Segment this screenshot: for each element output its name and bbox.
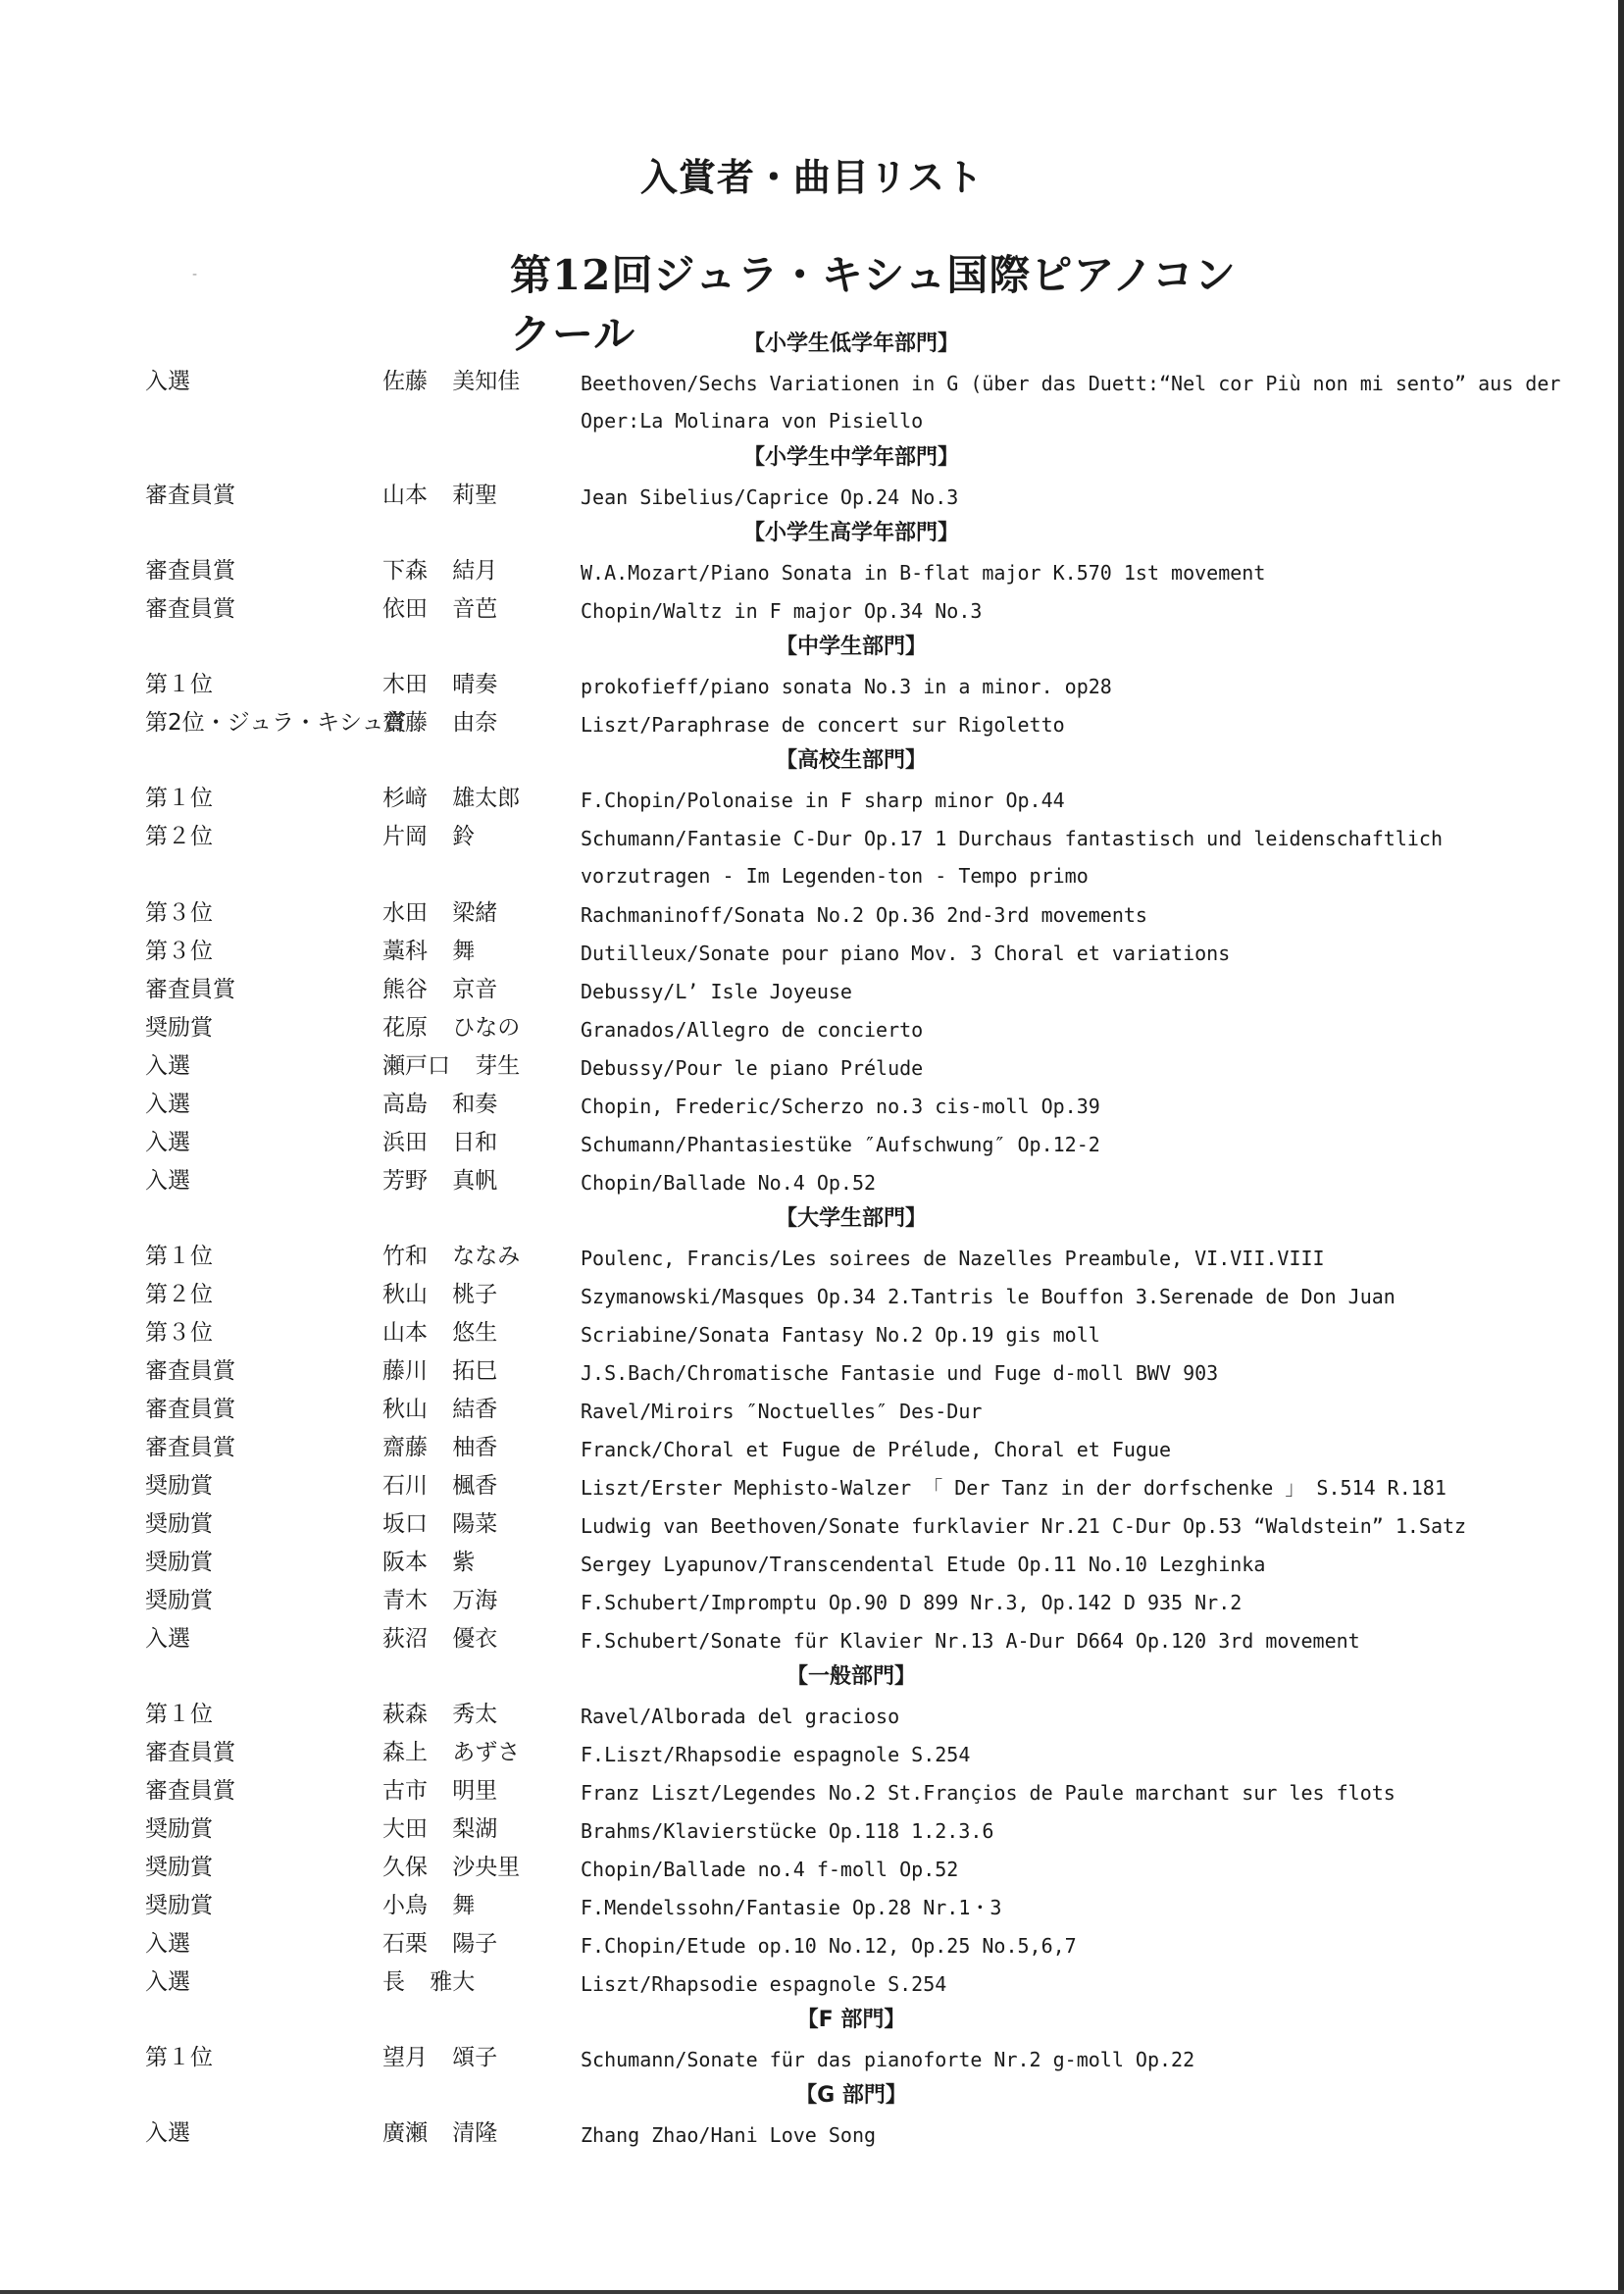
- award-rank: 入選: [145, 1931, 190, 1957]
- piece-title: prokofieff/piano sonata No.3 in a minor. op28: [581, 675, 1112, 698]
- scan-edge-bottom: [0, 2290, 1624, 2294]
- piece-title: Chopin/Waltz in F major Op.34 No.3: [581, 599, 983, 623]
- piece-title: Poulenc, Francis/Les soirees de Nazelles Preambule, VI.VII.VIII: [581, 1247, 1325, 1270]
- entry-row: [0, 1047, 1624, 1086]
- performer-name: 山本 莉聖: [382, 483, 498, 508]
- performer-name: 下森 結月: [382, 558, 498, 584]
- entry-row: [0, 1124, 1624, 1162]
- entry-row: [0, 1849, 1624, 1887]
- piece-title: F.Liszt/Rhapsodie espagnole S.254: [581, 1743, 971, 1766]
- section-heading: 【小学生高学年部門】: [742, 521, 959, 545]
- piece-title: Ludwig van Beethoven/Sonate furklavier Nr.21 C-Dur Op.53 “Waldstein” 1.Satz: [581, 1514, 1467, 1538]
- piece-title: F.Chopin/Polonaise in F sharp minor Op.44: [581, 789, 1065, 812]
- entry-row: [0, 1009, 1624, 1047]
- performer-name: 望月 頌子: [382, 2045, 498, 2070]
- award-rank: 入選: [145, 369, 190, 394]
- award-rank: 入選: [145, 1626, 190, 1652]
- performer-name: 竹和 ななみ: [382, 1244, 521, 1269]
- performer-name: 坂口 陽菜: [382, 1511, 498, 1537]
- performer-name: 青木 万海: [382, 1588, 498, 1613]
- award-rank: 第１位: [145, 672, 213, 697]
- piece-title: Franck/Choral et Fugue de Prélude, Choral et Fugue: [581, 1438, 1172, 1461]
- piece-title: Debussy/L’ Isle Joyeuse: [581, 980, 852, 1003]
- piece-title: Schumann/Sonate für das pianoforte Nr.2 g-moll Op.22: [581, 2048, 1195, 2071]
- entry-row: [0, 704, 1624, 742]
- piece-title: Sergey Lyapunov/Transcendental Etude Op.11 No.10 Lezghinka: [581, 1553, 1266, 1576]
- performer-name: 阪本 紫: [382, 1550, 476, 1575]
- entry-row: [0, 1925, 1624, 1963]
- performer-name: 久保 沙央里: [382, 1855, 521, 1880]
- entry-row: [0, 1429, 1624, 1467]
- award-rank: 入選: [145, 1130, 190, 1155]
- entry-row: [0, 933, 1624, 971]
- performer-name: 萩森 秀太: [382, 1702, 498, 1727]
- piece-title: F.Schubert/Impromptu Op.90 D 899 Nr.3, Op.142 D 935 Nr.2: [581, 1591, 1243, 1614]
- entry-row: [0, 1772, 1624, 1810]
- entry-row: [0, 1620, 1624, 1658]
- entry-row: [0, 1963, 1624, 2002]
- award-rank: 審査員賞: [145, 596, 235, 622]
- piece-title: F.Mendelssohn/Fantasie Op.28 Nr.1・3: [581, 1896, 1002, 1919]
- performer-name: 佐藤 美知佳: [382, 369, 521, 394]
- performer-name: 木田 晴奏: [382, 672, 498, 697]
- entry-row: [0, 1810, 1624, 1849]
- section-heading: 【F 部門】: [796, 2008, 906, 2032]
- performer-name: 石栗 陽子: [382, 1931, 498, 1957]
- entry-row: [0, 590, 1624, 629]
- piece-title: Chopin/Ballade No.4 Op.52: [581, 1171, 877, 1195]
- entry-row: [0, 2115, 1624, 2153]
- entry-row: [0, 1696, 1624, 1734]
- performer-name: 浜田 日和: [382, 1130, 498, 1155]
- performer-name: 片岡 鈴: [382, 824, 476, 849]
- section-heading: 【G 部門】: [795, 2083, 907, 2108]
- piece-title: Liszt/Erster Mephisto-Walzer 「 Der Tanz in der dorfschenke 」 S.514 R.181: [581, 1476, 1446, 1500]
- performer-name: 古市 明里: [382, 1778, 498, 1804]
- award-rank: 第２位: [145, 1282, 213, 1307]
- scan-speck: -: [192, 267, 198, 282]
- entry-row: [0, 818, 1624, 894]
- award-rank: 奨励賞: [145, 1855, 213, 1880]
- performer-name: 石川 楓香: [382, 1473, 498, 1499]
- winners-list: [0, 326, 1624, 2153]
- entry-row: [0, 1314, 1624, 1352]
- award-rank: 審査員賞: [145, 1397, 235, 1422]
- award-rank: 奨励賞: [145, 1511, 213, 1537]
- piece-title: Schumann/Phantasiestüke ″Aufschwung″ Op.12-2: [581, 1133, 1100, 1156]
- section-heading: 【高校生部門】: [775, 748, 927, 773]
- performer-name: 高島 和奏: [382, 1092, 498, 1117]
- entry-row: [0, 1544, 1624, 1582]
- entry-row: [0, 1582, 1624, 1620]
- piece-title: W.A.Mozart/Piano Sonata in B-flat major K.570 1st movement: [581, 561, 1266, 585]
- performer-name: 花原 ひなの: [382, 1015, 521, 1041]
- award-rank: 審査員賞: [145, 1358, 235, 1384]
- performer-name: 秋山 桃子: [382, 1282, 498, 1307]
- section-heading: 【小学生低学年部門】: [742, 331, 959, 356]
- award-rank: 第３位: [145, 900, 213, 926]
- piece-title: Granados/Allegro de concierto: [581, 1018, 924, 1042]
- award-rank: 審査員賞: [145, 483, 235, 508]
- entry-row: [0, 363, 1624, 439]
- performer-name: 秋山 結香: [382, 1397, 498, 1422]
- performer-name: 水田 梁緒: [382, 900, 498, 926]
- performer-name: 藁科 舞: [382, 939, 476, 964]
- award-rank: 奨励賞: [145, 1816, 213, 1842]
- entry-row: [0, 2039, 1624, 2077]
- section-heading: 【一般部門】: [786, 1664, 916, 1689]
- award-rank: 第１位: [145, 786, 213, 811]
- performer-name: 杉﨑 雄太郎: [382, 786, 521, 811]
- award-rank: 審査員賞: [145, 1435, 235, 1460]
- entry-row: [0, 780, 1624, 818]
- award-rank: 審査員賞: [145, 1778, 235, 1804]
- award-rank: 第１位: [145, 1244, 213, 1269]
- performer-name: 熊谷 京音: [382, 977, 498, 1002]
- entry-row: [0, 552, 1624, 590]
- award-rank: 第２位: [145, 824, 213, 849]
- award-rank: 入選: [145, 1092, 190, 1117]
- piece-title: Franz Liszt/Legendes No.2 St.Françios de Paule marchant sur les flots: [581, 1781, 1396, 1805]
- award-rank: 第３位: [145, 1320, 213, 1346]
- entry-row: [0, 1505, 1624, 1544]
- award-rank: 審査員賞: [145, 558, 235, 584]
- performer-name: 瀬戸口 芽生: [382, 1053, 521, 1079]
- piece-title: Ravel/Miroirs ″Noctuelles″ Des-Dur: [581, 1400, 983, 1423]
- section-heading: 【中学生部門】: [775, 635, 927, 659]
- entry-row: [0, 666, 1624, 704]
- piece-title: F.Schubert/Sonate für Klavier Nr.13 A-Dur D664 Op.120 3rd movement: [581, 1629, 1360, 1653]
- piece-title: Jean Sibelius/Caprice Op.24 No.3: [581, 485, 959, 509]
- award-rank: 第2位・ジュラ・キシュ賞: [145, 710, 407, 736]
- piece-title: Debussy/Pour le piano Prélude: [581, 1056, 924, 1080]
- entry-row: [0, 1887, 1624, 1925]
- entry-row: [0, 1276, 1624, 1314]
- piece-title: Schumann/Fantasie C-Dur Op.17 1 Durchaus fantastisch und leidenschaftlich vorzutragen - Im Legenden-ton - Tempo primo: [581, 827, 1443, 888]
- performer-name: 齋藤 由奈: [382, 710, 498, 736]
- performer-name: 藤川 拓巳: [382, 1358, 498, 1384]
- entry-row: [0, 1086, 1624, 1124]
- award-rank: 第１位: [145, 1702, 213, 1727]
- piece-title: Chopin/Ballade no.4 f-moll Op.52: [581, 1858, 959, 1881]
- piece-title: Beethoven/Sechs Variationen in G (über das Duett:“Nel cor Più non mi sento” aus der Oper:La Molinara von Pisiello: [581, 372, 1561, 433]
- award-rank: 入選: [145, 1053, 190, 1079]
- entry-row: [0, 477, 1624, 515]
- performer-name: 芳野 真帆: [382, 1168, 498, 1194]
- performer-name: 山本 悠生: [382, 1320, 498, 1346]
- performer-name: 齋藤 柚香: [382, 1435, 498, 1460]
- piece-title: Ravel/Alborada del gracioso: [581, 1705, 900, 1728]
- award-rank: 奨励賞: [145, 1893, 213, 1918]
- piece-title: Brahms/Klavierstücke Op.118 1.2.3.6: [581, 1819, 994, 1843]
- entry-row: [0, 1391, 1624, 1429]
- performer-name: 廣瀬 清隆: [382, 2120, 498, 2146]
- award-rank: 奨励賞: [145, 1473, 213, 1499]
- piece-title: Rachmaninoff/Sonata No.2 Op.36 2nd-3rd movements: [581, 903, 1147, 927]
- award-rank: 第３位: [145, 939, 213, 964]
- performer-name: 長 雅大: [382, 1969, 476, 1995]
- section-heading: 【大学生部門】: [775, 1206, 927, 1231]
- award-rank: 入選: [145, 2120, 190, 2146]
- award-rank: 審査員賞: [145, 977, 235, 1002]
- performer-name: 小鳥 舞: [382, 1893, 476, 1918]
- award-rank: 審査員賞: [145, 1740, 235, 1765]
- performer-name: 荻沼 優衣: [382, 1626, 498, 1652]
- entry-row: [0, 1467, 1624, 1505]
- entry-row: [0, 1162, 1624, 1200]
- piece-title: Liszt/Rhapsodie espagnole S.254: [581, 1972, 947, 1996]
- entry-row: [0, 1734, 1624, 1772]
- piece-title: Dutilleux/Sonate pour piano Mov. 3 Choral et variations: [581, 942, 1231, 965]
- section-heading: 【小学生中学年部門】: [742, 445, 959, 470]
- award-rank: 第１位: [145, 2045, 213, 2070]
- entry-row: [0, 894, 1624, 933]
- competition-title: 第12回ジュラ・キシュ国際ピアノコンクール: [510, 251, 1237, 358]
- award-rank: 奨励賞: [145, 1588, 213, 1613]
- performer-name: 森上 あずさ: [382, 1740, 521, 1765]
- piece-title: Chopin, Frederic/Scherzo no.3 cis-moll Op.39: [581, 1095, 1100, 1118]
- award-rank: 入選: [145, 1168, 190, 1194]
- piece-title: F.Chopin/Etude op.10 No.12, Op.25 No.5,6,7: [581, 1934, 1077, 1958]
- entry-row: [0, 1352, 1624, 1391]
- award-rank: 奨励賞: [145, 1550, 213, 1575]
- award-rank: 奨励賞: [145, 1015, 213, 1041]
- piece-title: Zhang Zhao/Hani Love Song: [581, 2123, 877, 2147]
- piece-title: Szymanowski/Masques Op.34 2.Tantris le Bouffon 3.Serenade de Don Juan: [581, 1285, 1396, 1308]
- performer-name: 依田 音芭: [382, 596, 498, 622]
- entry-row: [0, 971, 1624, 1009]
- award-rank: 入選: [145, 1969, 190, 1995]
- piece-title: Liszt/Paraphrase de concert sur Rigoletto: [581, 713, 1065, 737]
- piece-title: J.S.Bach/Chromatische Fantasie und Fuge d-moll BWV 903: [581, 1361, 1219, 1385]
- performer-name: 大田 梨湖: [382, 1816, 498, 1842]
- entry-row: [0, 1238, 1624, 1276]
- page-title: 入賞者・曲目リスト: [639, 156, 985, 199]
- piece-title: Scriabine/Sonata Fantasy No.2 Op.19 gis moll: [581, 1323, 1100, 1347]
